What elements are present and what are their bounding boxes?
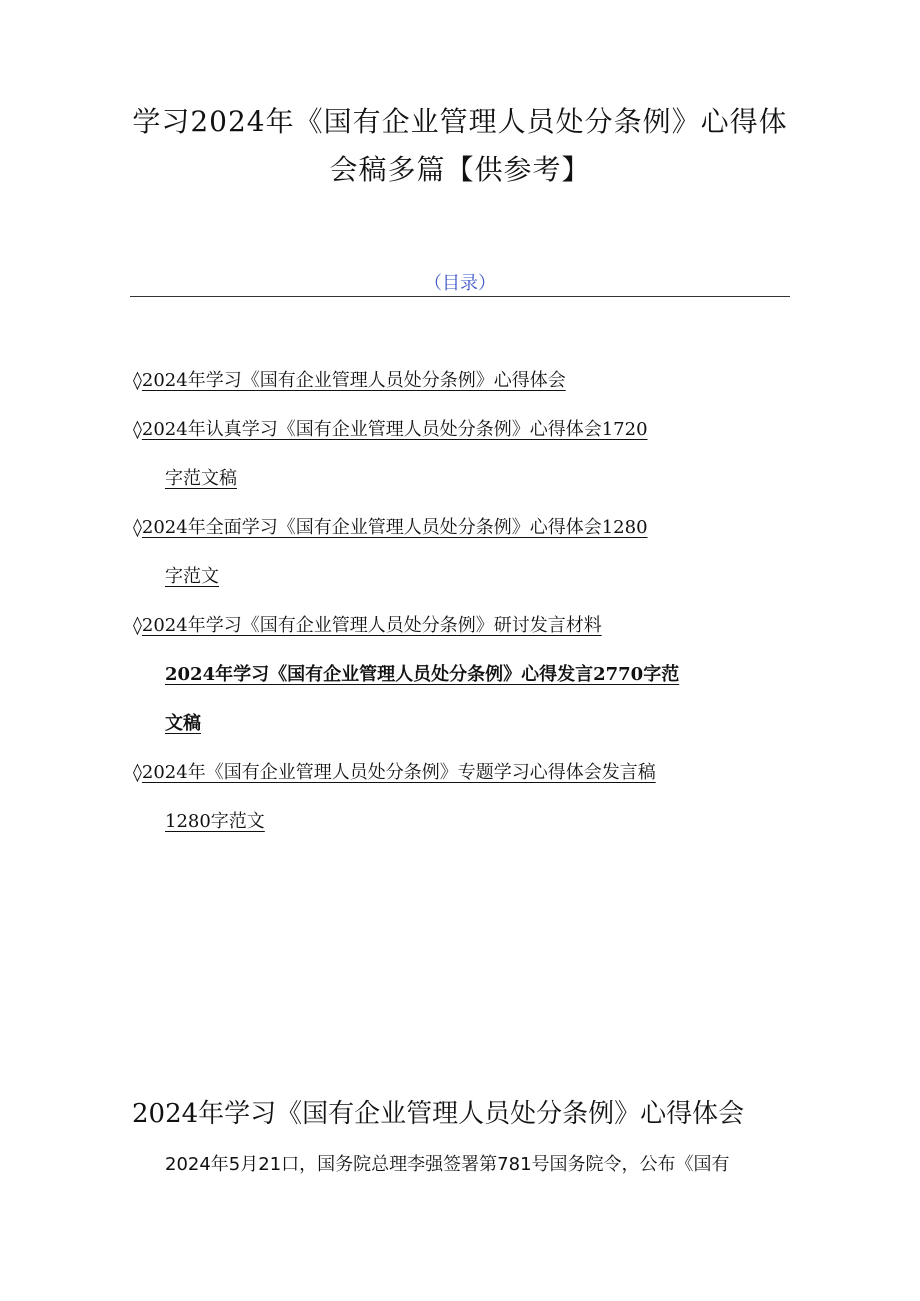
toc-entry-5[interactable]: 2024年学习《国有企业管理人员处分条例》心得发言2770字范: [165, 664, 680, 685]
toc-entry-text: 2024年认真学习《国有企业管理人员处分条例》心得体会1720: [141, 419, 648, 440]
toc-entry-6[interactable]: [133, 759, 656, 787]
document-title: [120, 98, 800, 194]
toc-entry-text: 2024年全面学习《国有企业管理人员处分条例》心得体会1280: [141, 517, 648, 538]
toc-entry-text: 2024年学习《国有企业管理人员处分条例》研讨发言材料: [141, 615, 602, 636]
toc-divider: [130, 296, 790, 297]
diamond-bullet-icon: ◊: [133, 517, 142, 538]
toc-entry-3[interactable]: [133, 514, 648, 542]
diamond-bullet-icon: ◊: [133, 370, 142, 391]
toc-heading: （目录）: [424, 273, 496, 294]
toc-entry-1[interactable]: [133, 367, 566, 395]
toc-entry-2[interactable]: [133, 416, 648, 444]
diamond-bullet-icon: ◊: [133, 419, 142, 440]
toc-entry-5-continued[interactable]: 文稿: [165, 713, 201, 734]
body-paragraph: 2024年5月21口，国务院总理李强签署第781号国务院令，公布《国有: [165, 1154, 730, 1175]
toc-entry-text: 2024年《国有企业管理人员处分条例》专题学习心得体会发言稿: [141, 762, 656, 783]
toc-entry-3-continued[interactable]: 字范文: [165, 566, 219, 587]
toc-entry-text: 2024年学习《国有企业管理人员处分条例》心得体会: [141, 370, 566, 391]
diamond-bullet-icon: ◊: [133, 762, 142, 783]
toc-entry-4[interactable]: [133, 612, 602, 640]
diamond-bullet-icon: ◊: [133, 615, 142, 636]
toc-entry-6-continued[interactable]: 1280字范文: [165, 811, 265, 832]
toc-entry-2-continued[interactable]: 字范文稿: [165, 468, 237, 489]
section-heading: 2024年学习《国有企业管理人员处分条例》心得体会: [132, 1099, 745, 1129]
document-title-line-1: 学习2024年《国有企业管理人员处分条例》心得体: [132, 105, 788, 138]
document-title-line-2: 会稿多篇【供参考】: [329, 153, 591, 186]
